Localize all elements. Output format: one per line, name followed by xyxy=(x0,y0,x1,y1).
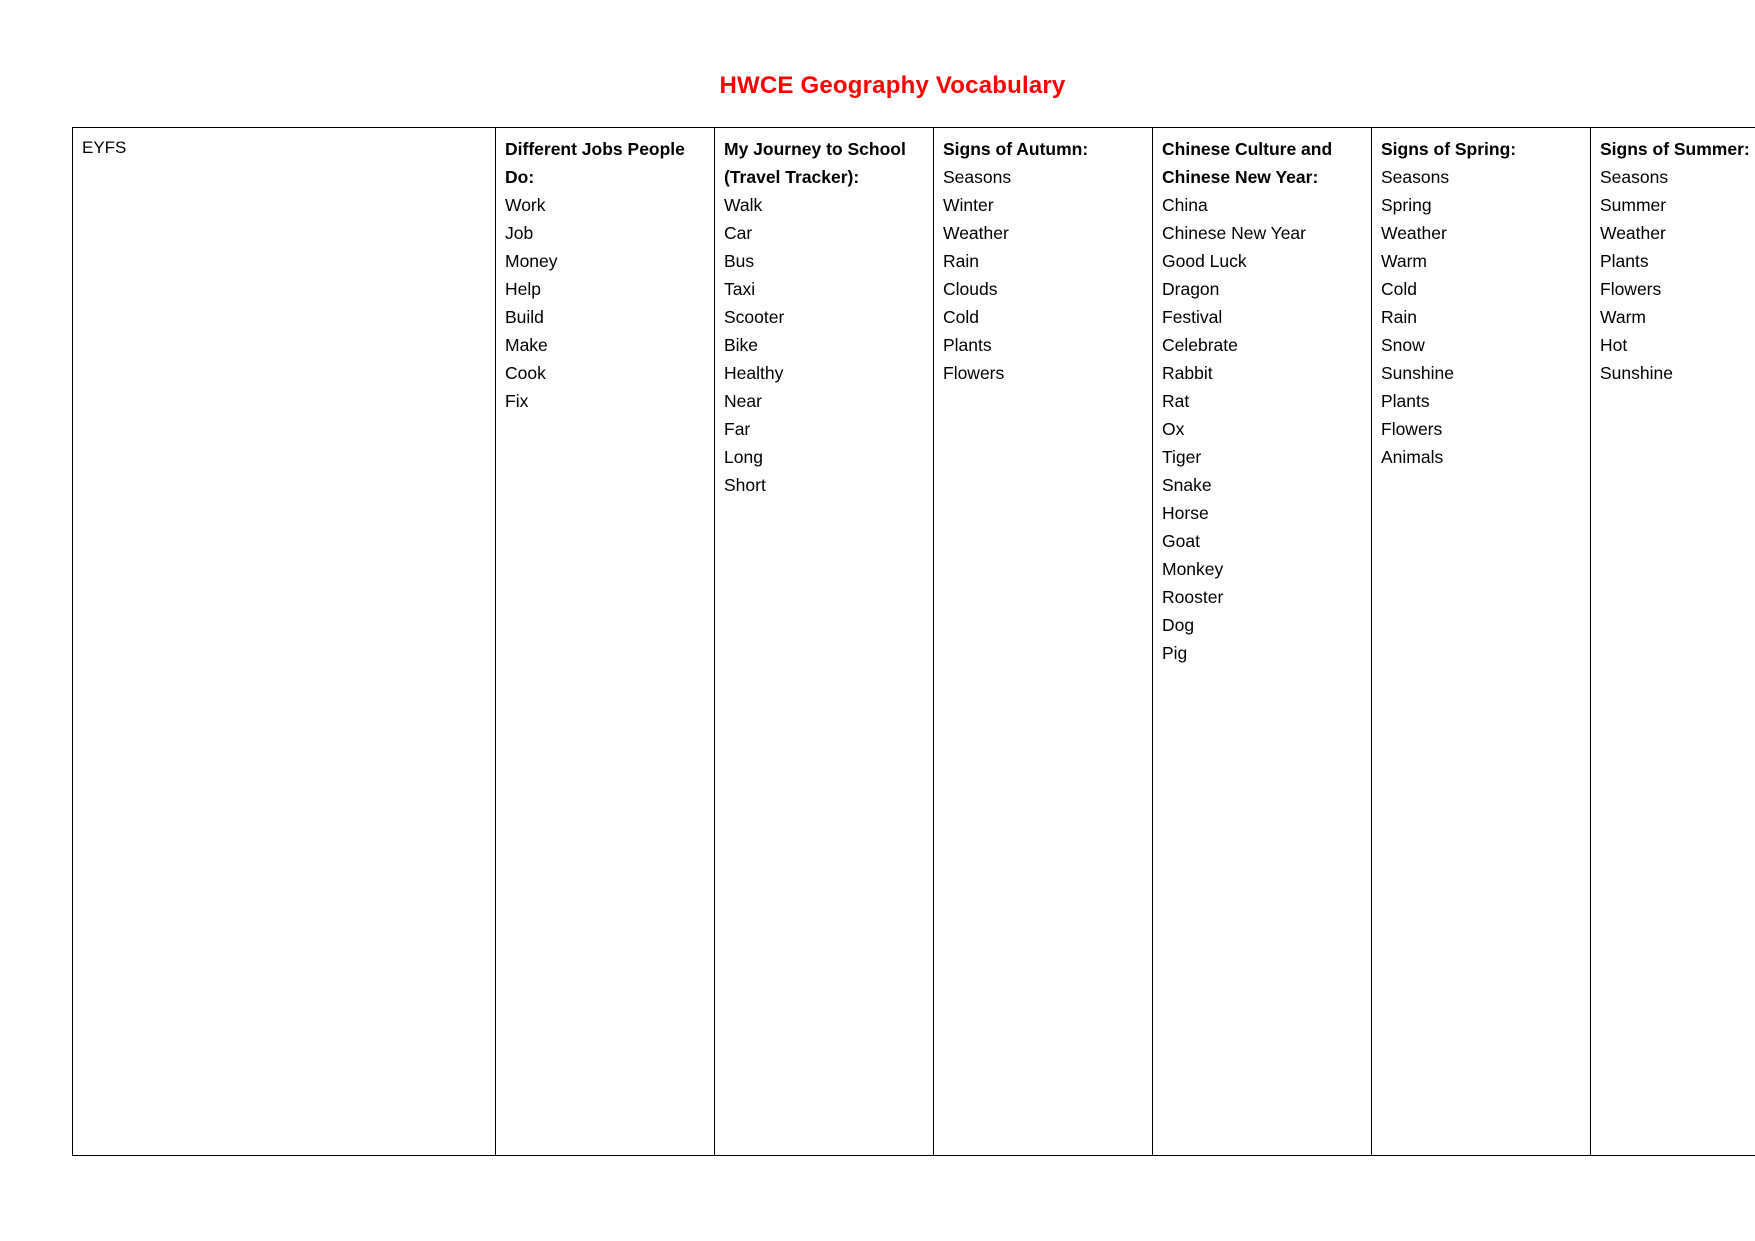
table-cell-unit-signs-of-spring xyxy=(1372,128,1591,1156)
list-item: Flowers xyxy=(1381,419,1443,439)
list-item: Long xyxy=(724,447,763,467)
list-item: Bike xyxy=(724,335,759,355)
list-item: Seasons xyxy=(943,167,1012,187)
list-item: Seasons xyxy=(1381,167,1450,187)
list-item: Sunshine xyxy=(1381,363,1454,383)
list-item: Warm xyxy=(1600,307,1647,327)
list-item: Festival xyxy=(1162,307,1223,327)
list-item: Short xyxy=(724,475,766,495)
list-item: Plants xyxy=(1381,391,1430,411)
list-item: Hot xyxy=(1600,335,1628,355)
list-item: Pig xyxy=(1162,643,1188,663)
list-item: Help xyxy=(505,279,541,299)
list-item: Good Luck xyxy=(1162,251,1247,271)
unit-heading: Different Jobs People Do: xyxy=(505,139,685,187)
list-item: Clouds xyxy=(943,279,998,299)
unit-heading: Chinese Culture and Chinese New Year: xyxy=(1162,139,1333,187)
list-item: Weather xyxy=(1381,223,1447,243)
list-item: Flowers xyxy=(943,363,1005,383)
list-item: Cold xyxy=(1381,279,1417,299)
table-cell-unit-chinese-culture xyxy=(1153,128,1372,1156)
list-item: Warm xyxy=(1381,251,1428,271)
list-item: Animals xyxy=(1381,447,1444,467)
list-item: Sunshine xyxy=(1600,363,1673,383)
list-item: Plants xyxy=(1600,251,1649,271)
table-cell-unit-different-jobs xyxy=(496,128,715,1156)
vocabulary-list xyxy=(505,191,705,415)
table-cell-year-group xyxy=(73,128,496,1156)
vocabulary-list xyxy=(943,163,1143,387)
list-item: Rooster xyxy=(1162,587,1224,607)
year-group-label: EYFS xyxy=(82,138,127,157)
list-item: Far xyxy=(724,419,751,439)
list-item: Snow xyxy=(1381,335,1425,355)
vocabulary-list xyxy=(1600,163,1755,387)
list-item: Horse xyxy=(1162,503,1209,523)
list-item: Cook xyxy=(505,363,546,383)
list-item: Walk xyxy=(724,195,763,215)
list-item: Work xyxy=(505,195,546,215)
list-item: Celebrate xyxy=(1162,335,1238,355)
list-item: Dragon xyxy=(1162,279,1220,299)
list-item: Monkey xyxy=(1162,559,1224,579)
list-item: Spring xyxy=(1381,195,1432,215)
list-item: Car xyxy=(724,223,753,243)
list-item: Summer xyxy=(1600,195,1667,215)
list-item: Job xyxy=(505,223,534,243)
list-item: Tiger xyxy=(1162,447,1202,467)
list-item: Near xyxy=(724,391,762,411)
list-item: Taxi xyxy=(724,279,756,299)
list-item: Chinese New Year xyxy=(1162,223,1306,243)
list-item: Bus xyxy=(724,251,755,271)
list-item: China xyxy=(1162,195,1208,215)
list-item: Weather xyxy=(943,223,1009,243)
table-cell-unit-my-journey-to-school xyxy=(715,128,934,1156)
list-item: Rabbit xyxy=(1162,363,1213,383)
list-item: Rain xyxy=(943,251,979,271)
list-item: Goat xyxy=(1162,531,1200,551)
unit-heading: My Journey to School (Travel Tracker): xyxy=(724,139,906,187)
list-item: Seasons xyxy=(1600,167,1669,187)
list-item: Rain xyxy=(1381,307,1417,327)
list-item: Rat xyxy=(1162,391,1190,411)
table-cell-unit-signs-of-summer xyxy=(1591,128,1755,1156)
list-item: Make xyxy=(505,335,548,355)
list-item: Dog xyxy=(1162,615,1195,635)
list-item: Cold xyxy=(943,307,979,327)
vocabulary-list xyxy=(1381,163,1581,471)
page-title: HWCE Geography Vocabulary xyxy=(719,72,1066,99)
vocabulary-table xyxy=(72,127,1755,1156)
table-row xyxy=(73,128,1755,1156)
list-item: Flowers xyxy=(1600,279,1662,299)
list-item: Healthy xyxy=(724,363,784,383)
list-item: Winter xyxy=(943,195,994,215)
list-item: Build xyxy=(505,307,544,327)
vocabulary-list xyxy=(724,191,924,499)
list-item: Scooter xyxy=(724,307,785,327)
list-item: Money xyxy=(505,251,558,271)
unit-heading: Signs of Spring: xyxy=(1381,139,1517,159)
list-item: Plants xyxy=(943,335,992,355)
list-item: Fix xyxy=(505,391,529,411)
list-item: Weather xyxy=(1600,223,1666,243)
unit-heading: Signs of Summer: xyxy=(1600,139,1750,159)
list-item: Ox xyxy=(1162,419,1185,439)
unit-heading: Signs of Autumn: xyxy=(943,139,1089,159)
list-item: Snake xyxy=(1162,475,1212,495)
vocabulary-list xyxy=(1162,191,1362,667)
table-cell-unit-signs-of-autumn xyxy=(934,128,1153,1156)
